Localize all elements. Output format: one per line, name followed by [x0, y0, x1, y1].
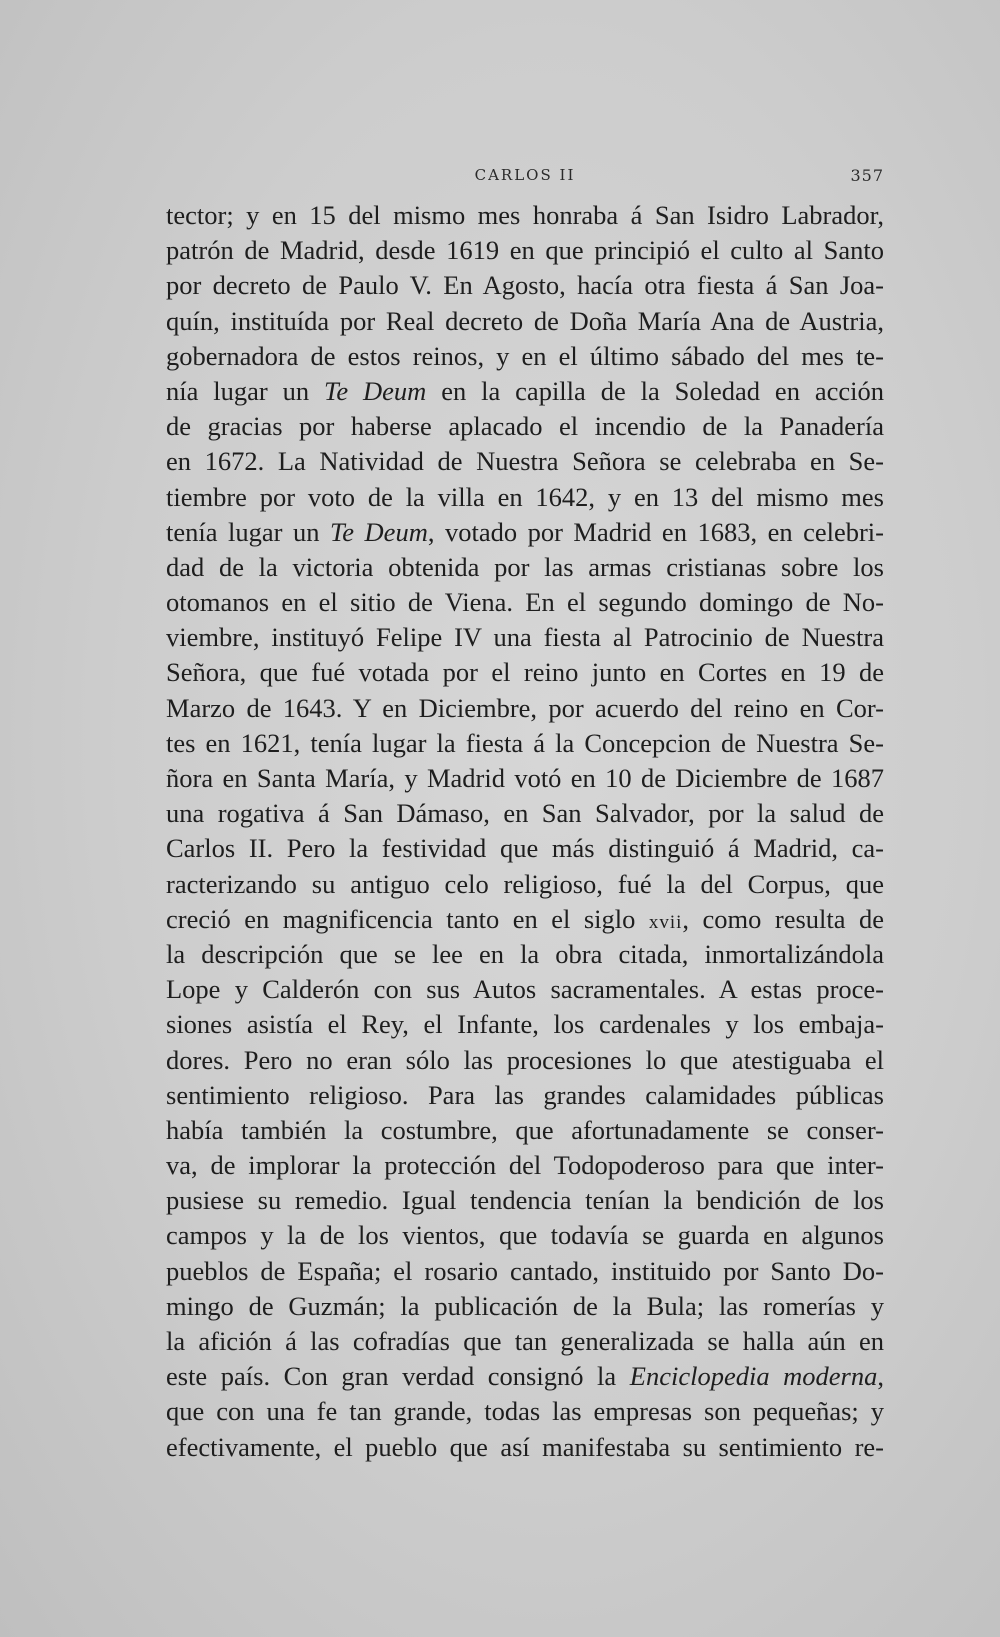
- text-line: [166, 1289, 884, 1324]
- running-title: CARLOS II: [474, 166, 576, 184]
- running-head: [166, 166, 884, 192]
- text-line: [166, 304, 884, 339]
- text-line: [166, 796, 884, 831]
- text-line: [166, 655, 884, 690]
- text-line: [166, 831, 884, 866]
- text-line: [166, 1183, 884, 1218]
- text-span: en 1672. La Natividad de Nuestra Señora se celebraba en Se-: [166, 446, 884, 477]
- text-span: una rogativa á San Dámaso, en San Salvador, por la salud de: [166, 798, 884, 829]
- text-line: [166, 550, 884, 585]
- text-span: campos y la de los vientos, que todavía se guarda en algunos: [166, 1220, 884, 1251]
- text-span: gobernadora de estos reinos, y en el último sábado del mes te-: [166, 340, 884, 371]
- text-line: [166, 233, 884, 268]
- text-line: [166, 1359, 884, 1394]
- text-span: que con una fe tan grande, todas las empresas son pequeñas; y: [166, 1396, 884, 1427]
- text-line: [166, 937, 884, 972]
- text-span: Carlos II. Pero la festividad que más distinguió á Madrid, ca-: [166, 833, 884, 864]
- text-span: racterizando su antiguo celo religioso, fué la del Corpus, que: [166, 868, 884, 899]
- text-span: este país. Con gran verdad consignó la: [166, 1361, 630, 1392]
- text-span: pueblos de España; el rosario cantado, instituido por Santo Do-: [166, 1255, 884, 1286]
- italic-text: Te Deum: [324, 375, 427, 406]
- text-line: [166, 480, 884, 515]
- text-line: [166, 691, 884, 726]
- text-span: Lope y Calderón con sus Autos sacramentales. A estas proce-: [166, 974, 884, 1005]
- text-line: [166, 1254, 884, 1289]
- text-span: efectivamente, el pueblo que así manifestaba su sentimiento re-: [166, 1431, 884, 1462]
- text-line: [166, 726, 884, 761]
- text-line: [166, 1078, 884, 1113]
- text-span: dad de la victoria obtenida por las armas cristianas sobre los: [166, 551, 884, 582]
- text-line: [166, 585, 884, 620]
- text-line: [166, 1148, 884, 1183]
- text-line: [166, 1218, 884, 1253]
- small-caps-text: xvii: [648, 911, 683, 933]
- text-span: , votado por Madrid en 1683, en celebri-: [427, 516, 884, 547]
- text-span: había también la costumbre, que afortunadamente se conser-: [166, 1114, 884, 1145]
- text-line: [166, 620, 884, 655]
- text-line: [166, 1324, 884, 1359]
- text-span: de gracias por haberse aplacado el incendio de la Panadería: [166, 411, 884, 442]
- text-span: , como resulta de: [682, 903, 884, 934]
- body-text: [166, 198, 884, 1465]
- page-number: 357: [850, 166, 884, 185]
- text-line: [166, 444, 884, 479]
- text-span: nía lugar un: [166, 375, 325, 406]
- text-span: siones asistía el Rey, el Infante, los cardenales y los embaja-: [166, 1009, 884, 1040]
- text-span: pusiese su remedio. Igual tendencia tenían la bendición de los: [166, 1185, 884, 1216]
- text-line: [166, 972, 884, 1007]
- text-span: por decreto de Paulo V. En Agosto, hacía otra fiesta á San Joa-: [166, 270, 884, 301]
- text-span: tector; y en 15 del mismo mes honraba á San Isidro Labrador,: [166, 200, 884, 230]
- text-span: Señora, que fué votada por el reino junto en Cortes en 19 de: [166, 657, 884, 688]
- text-span: sentimiento religioso. Para las grandes calamidades públicas: [166, 1079, 884, 1110]
- text-span: creció en magnificencia tanto en el siglo: [166, 903, 649, 934]
- text-span: en la capilla de la Soledad en acción: [426, 375, 884, 406]
- text-line: [166, 374, 884, 409]
- text-span: tes en 1621, tenía lugar la fiesta á la Concepcion de Nuestra Se-: [166, 727, 884, 758]
- text-span: dores. Pero no eran sólo las procesiones lo que atestiguaba el: [166, 1044, 884, 1075]
- text-span: viembre, instituyó Felipe IV una fiesta al Patrocinio de Nuestra: [166, 622, 884, 653]
- text-span: tenía lugar un: [166, 516, 330, 547]
- italic-text: Enciclopedia moderna: [629, 1361, 878, 1392]
- text-line: [166, 1113, 884, 1148]
- text-line: [166, 867, 884, 902]
- text-line: [166, 1430, 884, 1465]
- text-line: [166, 1043, 884, 1078]
- text-span: la descripción que se lee en la obra citada, inmortalizándola: [166, 938, 884, 969]
- text-span: mingo de Guzmán; la publicación de la Bula; las romerías y: [166, 1290, 884, 1321]
- text-line: [166, 1394, 884, 1429]
- text-span: va, de implorar la protección del Todopoderoso para que inter-: [166, 1150, 884, 1181]
- text-line: [166, 902, 884, 937]
- text-span: ,: [877, 1361, 884, 1392]
- text-line: [166, 268, 884, 303]
- text-span: quín, instituída por Real decreto de Doña María Ana de Austria,: [166, 305, 884, 336]
- text-line: [166, 1007, 884, 1042]
- text-span: tiembre por voto de la villa en 1642, y en 13 del mismo mes: [166, 481, 884, 512]
- italic-text: Te Deum: [329, 516, 428, 547]
- text-span: Marzo de 1643. Y en Diciembre, por acuerdo del reino en Cor-: [166, 692, 884, 723]
- text-span: otomanos en el sitio de Viena. En el segundo domingo de No-: [166, 587, 884, 618]
- text-line: [166, 761, 884, 796]
- text-line: [166, 515, 884, 550]
- text-span: ñora en Santa María, y Madrid votó en 10 de Diciembre de 1687: [166, 763, 884, 793]
- text-line: [166, 409, 884, 444]
- text-span: la afición á las cofradías que tan generalizada se halla aún en: [166, 1326, 884, 1356]
- text-span: patrón de Madrid, desde 1619 en que principió el culto al Santo: [166, 235, 884, 266]
- text-line: [166, 198, 884, 233]
- text-line: [166, 339, 884, 374]
